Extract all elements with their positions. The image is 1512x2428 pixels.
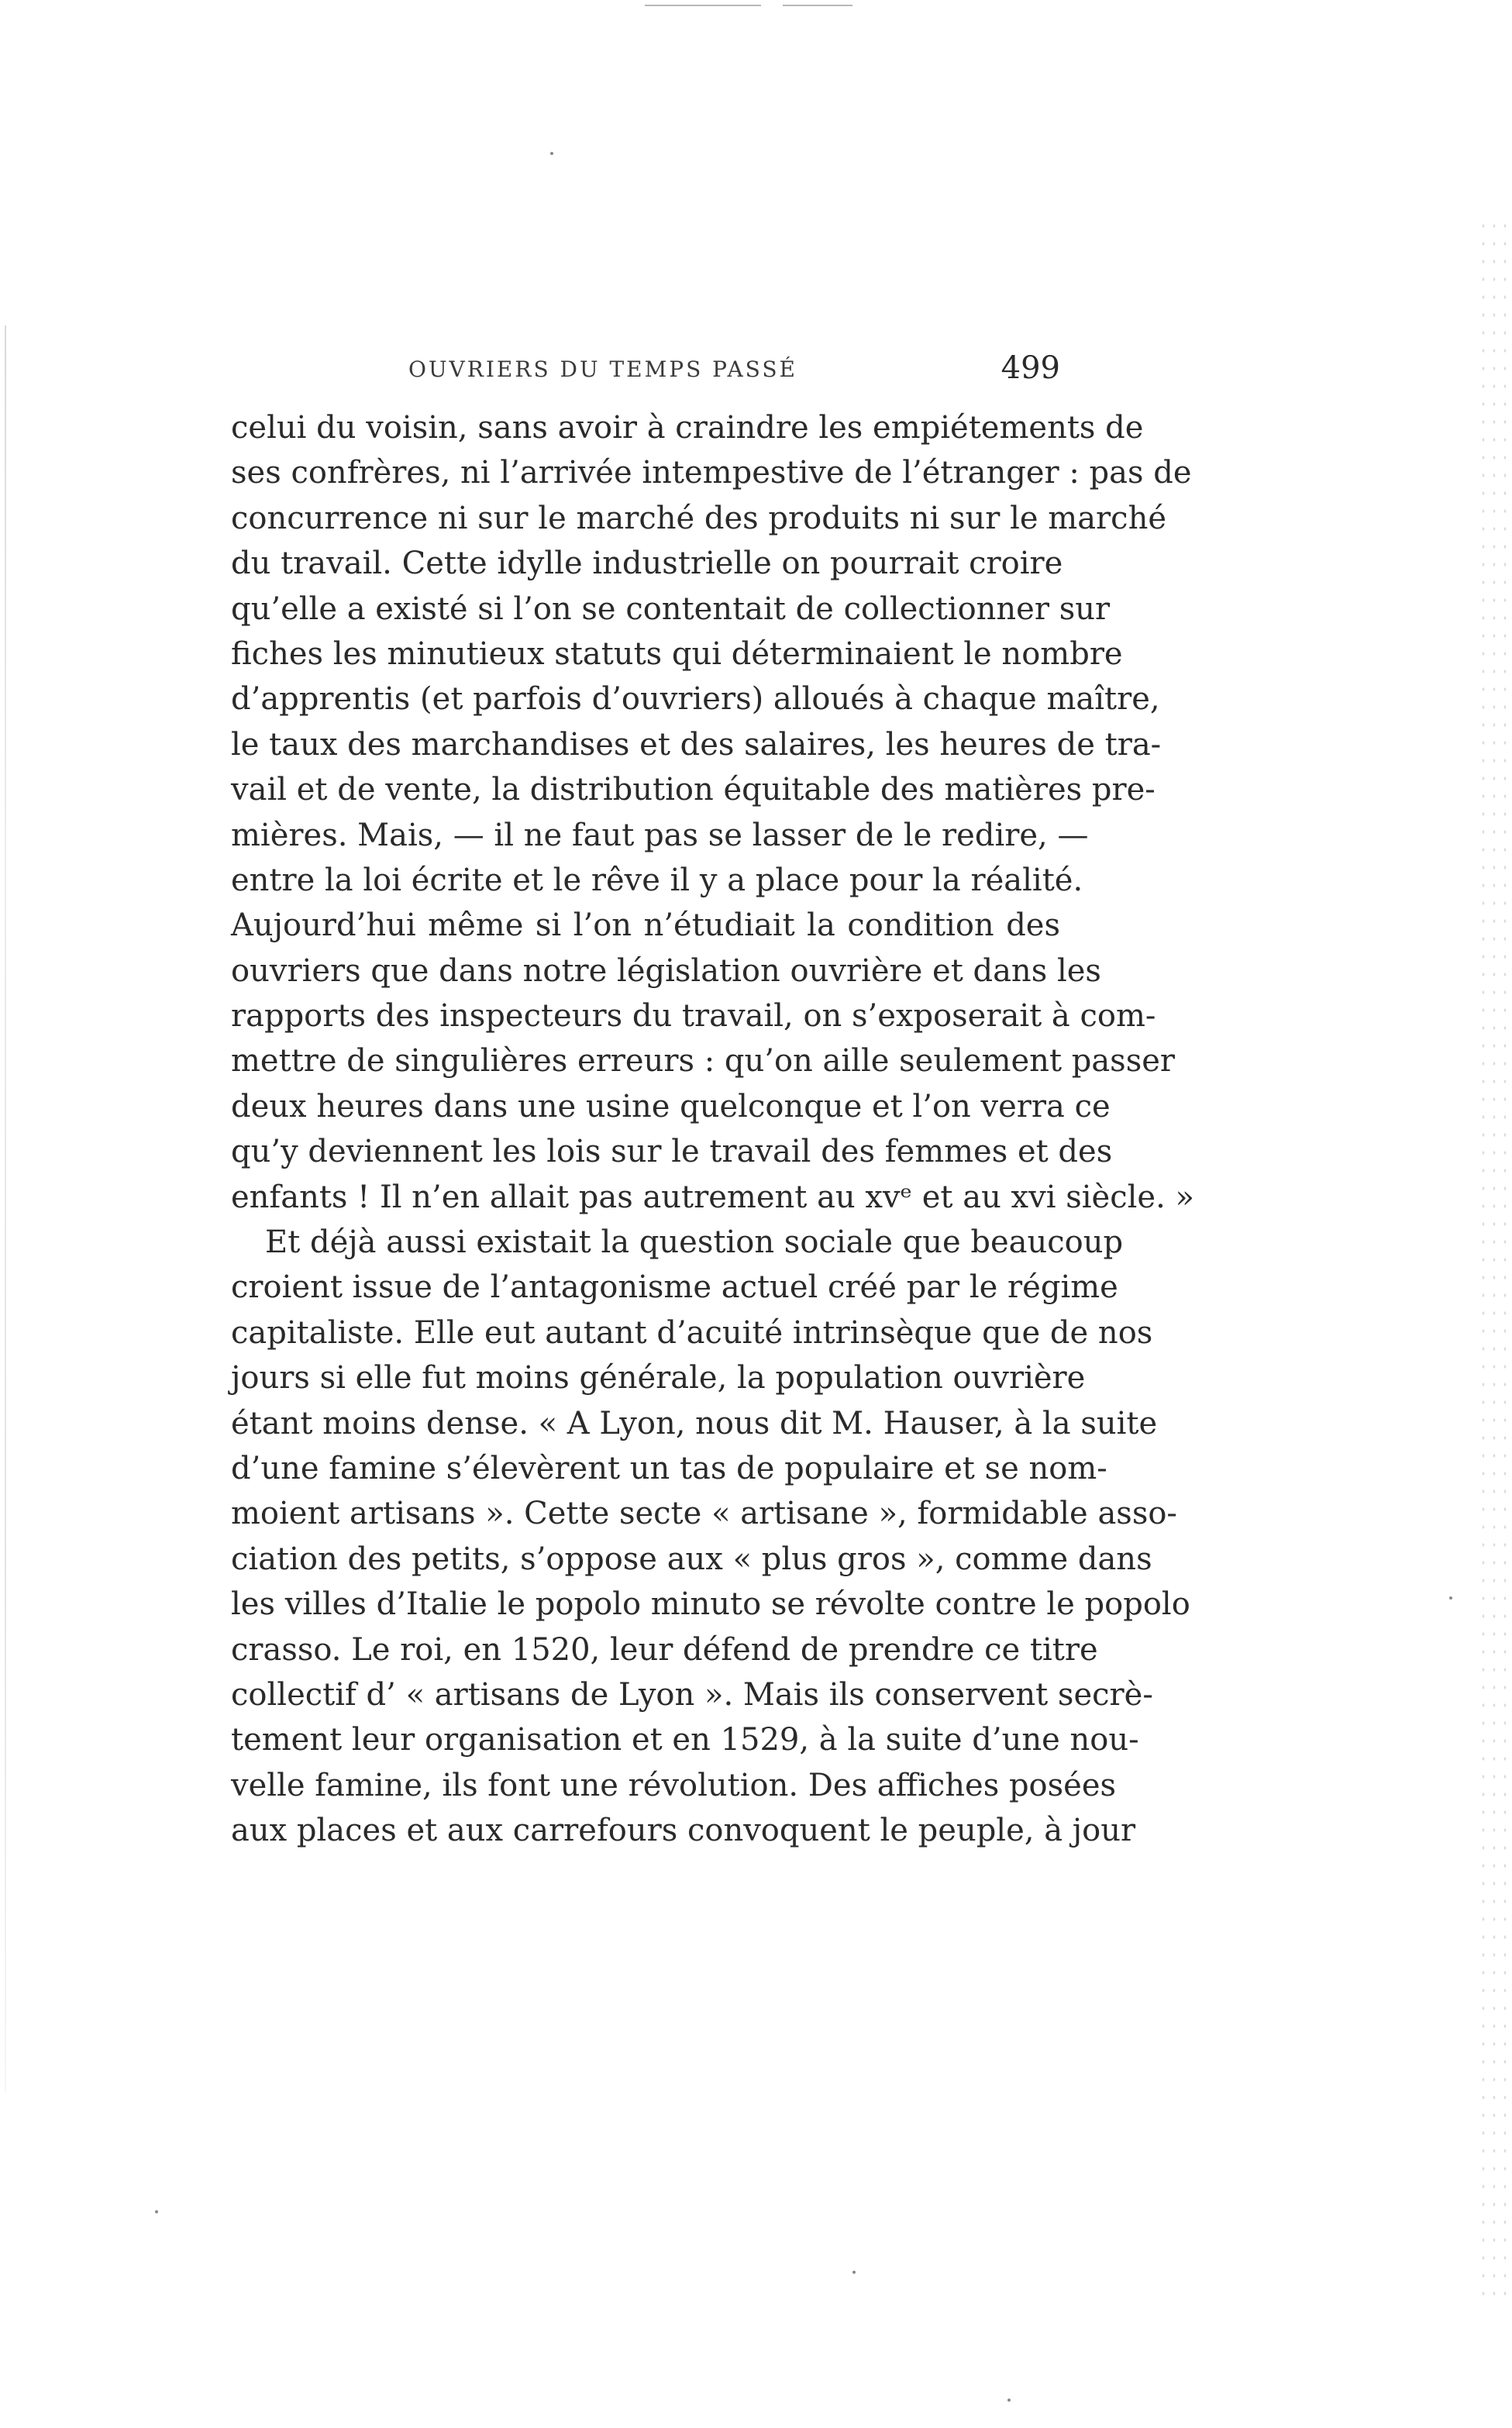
scan-speck [155, 2210, 158, 2213]
scan-artifact-rule [645, 5, 761, 6]
page-number: 499 [1001, 350, 1060, 386]
text-line: le taux des marchandises et des salaires, les heures de tra- [231, 726, 1162, 763]
text-line: entre la loi écrite et le rêve il y a place pour la réalité. [231, 862, 1083, 898]
text-line: qu’elle a existé si l’on se contentait de collectionner sur [231, 591, 1111, 627]
text-line: rapports des inspecteurs du travail, on s’exposerait à com- [231, 998, 1156, 1035]
text-line: deux heures dans une usine quelconque et l’on verra ce [231, 1088, 1111, 1124]
running-head [231, 350, 1060, 389]
text-line: étant moins dense. « A Lyon, nous dit M. Hauser, à la suite [231, 1405, 1158, 1441]
text-line: jours si elle fut moins générale, la population ouvrière [231, 1360, 1086, 1397]
text-line: mières. Mais, — il ne faut pas se lasser de le redire, — [231, 817, 1089, 853]
text-line: collectif d’ « artisans de Lyon ». Mais ils conservent secrè- [231, 1676, 1153, 1713]
text-line: croient issue de l’antagonisme actuel créé par le régime [231, 1269, 1118, 1306]
text-line: d’une famine s’élevèrent un tas de populaire et se nom- [231, 1450, 1107, 1486]
text-line: Aujourd’hui même si l’on n’étudiait la condition des [231, 907, 1060, 944]
scan-artifact-left-edge [5, 325, 6, 2092]
text-line: du travail. Cette idylle industrielle on pourrait croire [231, 546, 1063, 582]
text-line: mettre de singulières erreurs : qu’on aille seulement passer [231, 1043, 1176, 1080]
text-line: aux places et aux carrefours convoquent le peuple, à jour [231, 1813, 1136, 1849]
text-line: ciation des petits, s’oppose aux « plus gros », comme dans [231, 1541, 1152, 1577]
text-line: crasso. Le roi, en 1520, leur défend de prendre ce titre [231, 1631, 1098, 1668]
text-line: capitaliste. Elle eut autant d’acuité intrinsèque que de nos [231, 1314, 1153, 1351]
text-line: fiches les minutieux statuts qui déterminaient le nombre [231, 635, 1123, 672]
text-line: qu’y deviennent les lois sur le travail des femmes et des [231, 1134, 1113, 1170]
scan-artifact-rule [783, 5, 852, 6]
text-line: concurrence ni sur le marché des produits ni sur le marché [231, 500, 1167, 536]
text-line: d’apprentis (et parfois d’ouvriers) alloués à chaque maître, [231, 681, 1160, 718]
running-title: OUVRIERS DU TEMPS PASSÉ [408, 356, 797, 382]
scan-artifact-right-edge [1478, 217, 1509, 2309]
text-line: celui du voisin, sans avoir à craindre les empiétements de [231, 410, 1144, 446]
text-line: moient artisans ». Cette secte « artisane », formidable asso- [231, 1496, 1177, 1532]
text-line: enfants ! Il n’en allait pas autrement au xvᵉ et au xvi siècle. » [231, 1179, 1194, 1215]
text-line: velle famine, ils font une révolution. Des affiches posées [231, 1767, 1117, 1803]
text-line: ouvriers que dans notre législation ouvrière et dans les [231, 952, 1101, 989]
body-text [231, 405, 1194, 1854]
scan-speck [1449, 1596, 1452, 1600]
text-line: tement leur organisation et en 1529, à la suite d’une nou- [231, 1722, 1139, 1758]
text-line: ses confrères, ni l’arrivée intempestive de l’étranger : pas de [231, 455, 1192, 491]
scan-speck [852, 2271, 856, 2274]
scan-speck [1007, 2399, 1011, 2402]
text-line: vail et de vente, la distribution équitable des matières pre- [231, 772, 1156, 808]
text-line: Et déjà aussi existait la question sociale que beaucoup [265, 1224, 1124, 1261]
text-line: les villes d’Italie le popolo minuto se révolte contre le popolo [231, 1586, 1190, 1623]
scan-speck [550, 152, 553, 155]
